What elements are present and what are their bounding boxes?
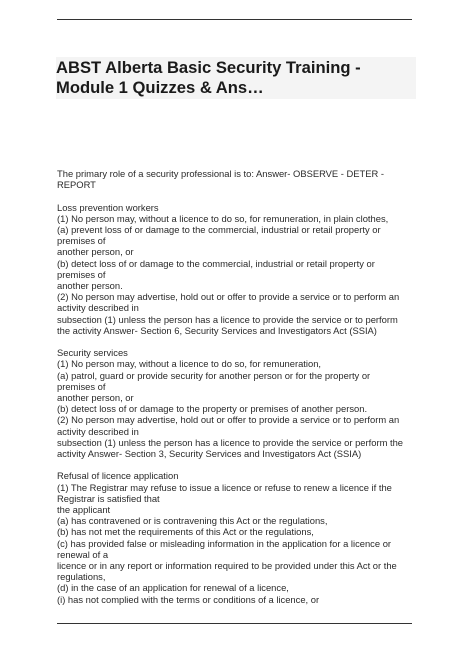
text-line: subsection (1) unless the person has a licence to provide the service or to perform xyxy=(57,313,398,325)
text-line: Security services xyxy=(57,347,128,359)
document-title xyxy=(56,58,416,98)
question-refusal-of-licence xyxy=(57,470,417,604)
top-rule xyxy=(57,19,412,20)
text-line: (b) has not met the requirements of this Act or the regulations, xyxy=(57,526,314,538)
text-line: premises of xyxy=(57,268,106,280)
text-line: renewal of a xyxy=(57,548,109,560)
title-line: Module 1 Quizzes & Ans… xyxy=(56,78,264,97)
text-line: (2) No person may advertise, hold out or offer to provide a service or to perform an xyxy=(57,414,400,426)
title-line: ABST Alberta Basic Security Training - xyxy=(56,58,361,77)
text-line: The primary role of a security professional is to: Answer- OBSERVE - DETER - xyxy=(57,168,385,179)
text-line: the activity Answer- Section 6, Security Services and Investigators Act (SSIA) xyxy=(57,324,377,336)
bottom-rule xyxy=(57,623,412,624)
text-line: activity described in xyxy=(57,425,139,437)
text-line: regulations, xyxy=(57,571,106,583)
text-line: (b) detect loss of or damage to the property or premises of another person. xyxy=(57,403,368,415)
text-line: activity Answer- Section 3, Security Services and Investigators Act (SSIA) xyxy=(57,448,362,460)
text-line: licence or in any report or information required to be provided under this Act or the xyxy=(57,560,397,572)
text-line: the applicant xyxy=(57,504,111,516)
text-line: (a) has contravened or is contravening this Act or the regulations, xyxy=(57,515,328,527)
text-line: subsection (1) unless the person has a licence to provide the service or perform the xyxy=(57,436,404,448)
text-line: (i) has not complied with the terms or conditions of a licence, or xyxy=(57,593,320,605)
text-line: another person, or xyxy=(57,246,134,258)
question-role-of-security xyxy=(57,168,417,190)
text-line: Loss prevention workers xyxy=(57,201,159,213)
text-line: (1) No person may, without a licence to do so, for remuneration, in plain clothes, xyxy=(57,212,389,224)
question-security-services xyxy=(57,347,417,459)
text-line: (2) No person may advertise, hold out or offer to provide a service or to perform an xyxy=(57,291,400,303)
text-line: Registrar is satisfied that xyxy=(57,492,160,504)
text-line: (c) has provided false or misleading information in the application for a licence or xyxy=(57,537,392,549)
document-body xyxy=(57,168,417,616)
text-line: premises of xyxy=(57,380,106,392)
text-line: another person, or xyxy=(57,392,134,404)
text-line: activity described in xyxy=(57,302,139,314)
text-line: REPORT xyxy=(57,179,96,191)
text-line: another person. xyxy=(57,280,123,292)
text-line: Refusal of licence application xyxy=(57,470,179,482)
text-line: (b) detect loss of or damage to the commercial, industrial or retail property or xyxy=(57,257,375,269)
text-line: (1) The Registrar may refuse to issue a licence or refuse to renew a licence if the xyxy=(57,481,392,493)
question-loss-prevention xyxy=(57,202,417,336)
text-line: (a) prevent loss of or damage to the commercial, industrial or retail property or xyxy=(57,224,381,235)
text-line: premises of xyxy=(57,235,106,247)
text-line: (d) in the case of an application for renewal of a licence, xyxy=(57,582,289,594)
text-line: (a) patrol, guard or provide security for another person or for the property or xyxy=(57,369,371,381)
text-line: (1) No person may, without a licence to do so, for remuneration, xyxy=(57,358,322,370)
